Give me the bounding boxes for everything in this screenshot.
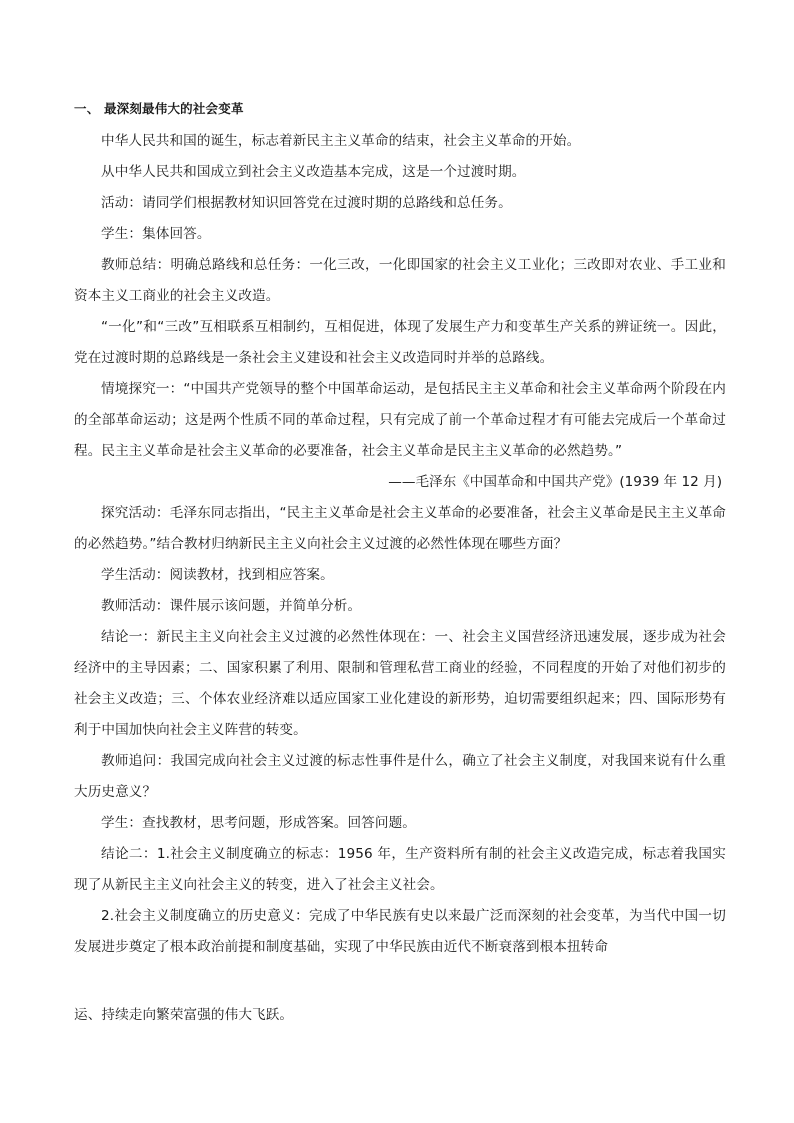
paragraph-teacher-activity: 教师活动：课件展示该问题，并简单分析。	[101, 598, 362, 614]
quote-source: ——毛泽东《中国革命和中国共产党》(1939 年 12 月)	[388, 474, 722, 490]
paragraph-teacher-summary: 教师总结：明确总路线和总任务：一化三改，一化即国家的社会主义工业化；三改即对农业、手工业和资本主义工商业的社会主义改造。	[74, 257, 726, 304]
paragraph-historical-significance: 2.社会主义制度确立的历史意义：完成了中华民族有史以来最广泛而深刻的社会变革，为当代中国一切发展进步奠定了根本政治前提和制度基础，实现了中华民族由近代不断衰落到根本扭转命	[74, 908, 726, 955]
paragraph-student-activity: 学生活动：阅读教材，找到相应答案。	[101, 567, 334, 583]
paragraph-founding: 中华人民共和国的诞生，标志着新民主主义革命的结束，社会主义革命的开始。	[101, 133, 581, 149]
paragraph-conclusion-one: 结论一：新民主主义向社会主义过渡的必然性体现在：一、社会主义国营经济迅速发展，逐步成为社会经济中的主导因素；二、国家积累了利用、限制和管理私营工商业的经验，不同程度的开始了对他们初步的社会主义改造；三、个体农业经济难以适应国家工业化建设的新形势，迫切需要组织起来；四、国际形势有利于中国加快向社会主义阵营的转变。	[74, 629, 726, 738]
paragraph-scenario-inquiry: 情境探究一：“中国共产党领导的整个中国革命运动，是包括民主主义革命和社会主义革命两个阶段在内的全部革命运动；这是两个性质不同的革命过程，只有完成了前一个革命过程才有可能去完成后一个革命过程。民主主义革命是社会主义革命的必要准备，社会主义革命是民主主义革命的必然趋势。”	[74, 381, 726, 459]
paragraph-transition-period: 从中华人民共和国成立到社会主义改造基本完成，这是一个过渡时期。	[101, 164, 526, 180]
paragraph-one-three: “一化”和“三改”互相联系互相制约，互相促进，体现了发展生产力和变革生产关系的辨证统一。因此，党在过渡时期的总路线是一条社会主义建设和社会主义改造同时并举的总路线。	[74, 319, 726, 366]
paragraph-continuation: 运、持续走向繁荣富强的伟大飞跃。	[74, 1007, 294, 1023]
document-page	[74, 98, 726, 1031]
paragraph-teacher-followup: 教师追问：我国完成向社会主义过渡的标志性事件是什么，确立了社会主义制度，对我国来说有什么重大历史意义？	[74, 753, 726, 800]
paragraph-inquiry-activity: 探究活动：毛泽东同志指出，“民主主义革命是社会主义革命的必要准备，社会主义革命是民主主义革命的必然趋势。”结合教材归纳新民主主义向社会主义过渡的必然性体现在哪些方面？	[74, 505, 726, 552]
blank-gap	[74, 963, 726, 1000]
paragraph-student-research: 学生：查找教材，思考问题，形成答案。回答问题。	[101, 815, 416, 831]
paragraph-student-answer: 学生：集体回答。	[101, 226, 211, 242]
paragraph-activity: 活动：请同学们根据教材知识回答党在过渡时期的总路线和总任务。	[101, 195, 512, 211]
section-heading: 一、 最深刻最伟大的社会变革	[74, 101, 244, 116]
paragraph-conclusion-two: 结论二：1.社会主义制度确立的标志：1956 年，生产资料所有制的社会主义改造完成，标志着我国实现了从新民主主义向社会主义的转变，进入了社会主义社会。	[74, 846, 726, 893]
